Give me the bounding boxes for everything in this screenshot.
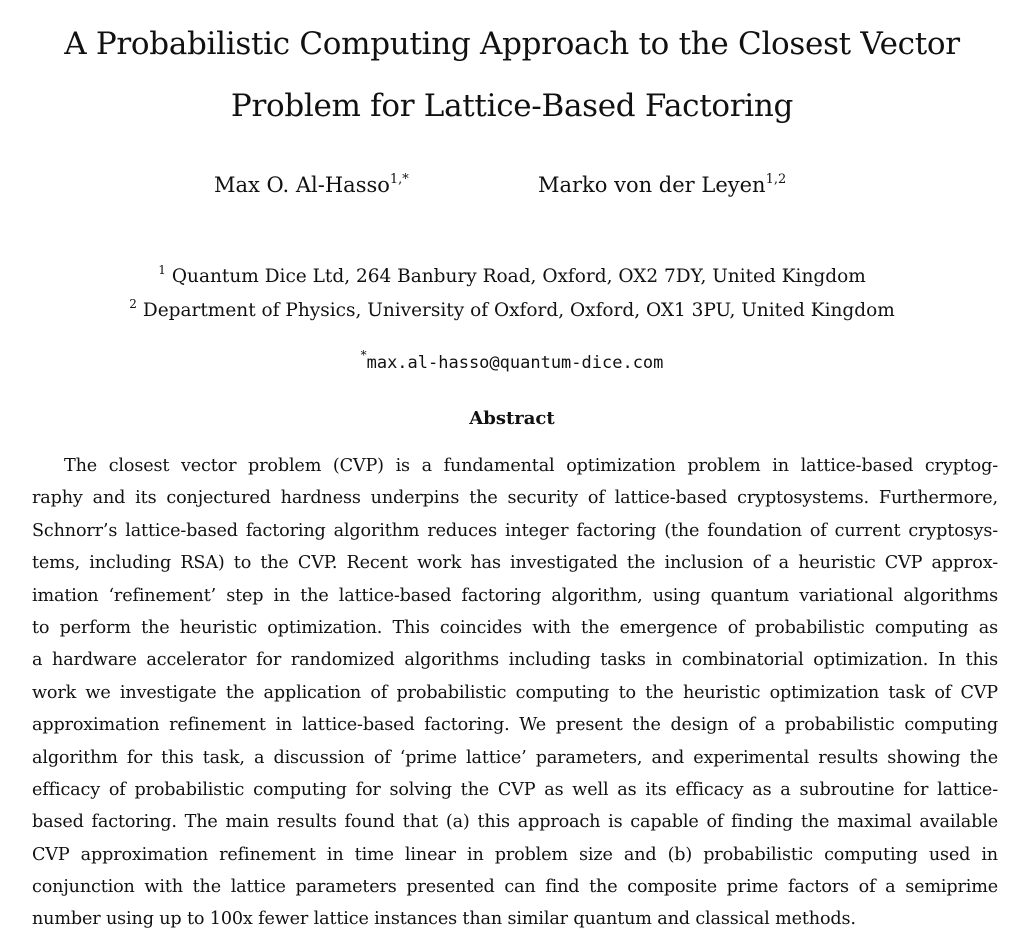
abstract-line: The closest vector problem (CVP) is a fundamental optimization problem in lattice-based cryptog- — [64, 456, 998, 476]
abstract-body — [32, 450, 998, 936]
abstract-line: conjunction with the lattice parameters presented can find the composite prime factors of a semiprime — [32, 877, 998, 898]
abstract-line: based factoring. The main results found that (a) this approach is capable of finding the maximal available — [32, 812, 998, 833]
abstract-line: tems, including RSA) to the CVP. Recent work has investigated the inclusion of a heuristic CVP approx- — [32, 553, 998, 574]
author-affiliation-marks: 1,* — [389, 172, 409, 187]
correspondence-email — [0, 349, 1024, 377]
author-name: Marko von der Leyen — [538, 173, 766, 197]
author-list — [0, 169, 1024, 201]
paper-title-line-2: Problem for Lattice-Based Factoring — [230, 88, 794, 124]
paper-title-line-1: A Probabilistic Computing Approach to the Closest Vector — [64, 26, 960, 62]
correspondence-mark: * — [360, 348, 367, 362]
affiliation-text: Department of Physics, University of Oxford, Oxford, OX1 3PU, United Kingdom — [142, 300, 895, 321]
affiliation-1 — [0, 263, 1024, 291]
author-name: Max O. Al-Hasso — [214, 173, 390, 197]
abstract-line: imation ‘refinement’ step in the lattice-based factoring algorithm, using quantum variational algorithms — [32, 585, 998, 606]
affiliation-mark: 1 — [158, 263, 166, 277]
abstract-line: work we investigate the application of probabilistic computing to the heuristic optimization task of CVP — [32, 682, 998, 703]
abstract-line: raphy and its conjectured hardness underpins the security of lattice-based cryptosystems. Furthermore, — [32, 488, 998, 509]
abstract-line: a hardware accelerator for randomized algorithms including tasks in combinatorial optimization. In this — [32, 650, 998, 671]
abstract-line: efficacy of probabilistic computing for solving the CVP as well as its efficacy as a subroutine for lattice- — [32, 779, 998, 800]
affiliation-mark: 2 — [129, 297, 137, 311]
affiliation-2 — [0, 297, 1024, 325]
email-address[interactable]: max.al-hasso@quantum-dice.com — [366, 353, 664, 373]
abstract-line: CVP approximation refinement in time linear in problem size and (b) probabilistic computing used in — [32, 844, 998, 865]
abstract-heading: Abstract — [469, 408, 555, 429]
abstract-line: number using up to 100x fewer lattice instances than similar quantum and classical methods. — [32, 909, 856, 930]
abstract-line: approximation refinement in lattice-based factoring. We present the design of a probabilistic computing — [32, 715, 998, 736]
author-affiliation-marks: 1,2 — [765, 172, 787, 187]
abstract-line: to perform the heuristic optimization. This coincides with the emergence of probabilistic computing as — [32, 617, 998, 638]
affiliation-text: Quantum Dice Ltd, 264 Banbury Road, Oxford, OX2 7DY, United Kingdom — [171, 266, 866, 287]
author-1 — [214, 169, 409, 201]
author-2 — [538, 169, 786, 201]
abstract-line: algorithm for this task, a discussion of ‘prime lattice’ parameters, and experimental results showing the — [32, 747, 998, 768]
abstract-line: Schnorr’s lattice-based factoring algorithm reduces integer factoring (the foundation of current cryptosys- — [32, 520, 998, 541]
